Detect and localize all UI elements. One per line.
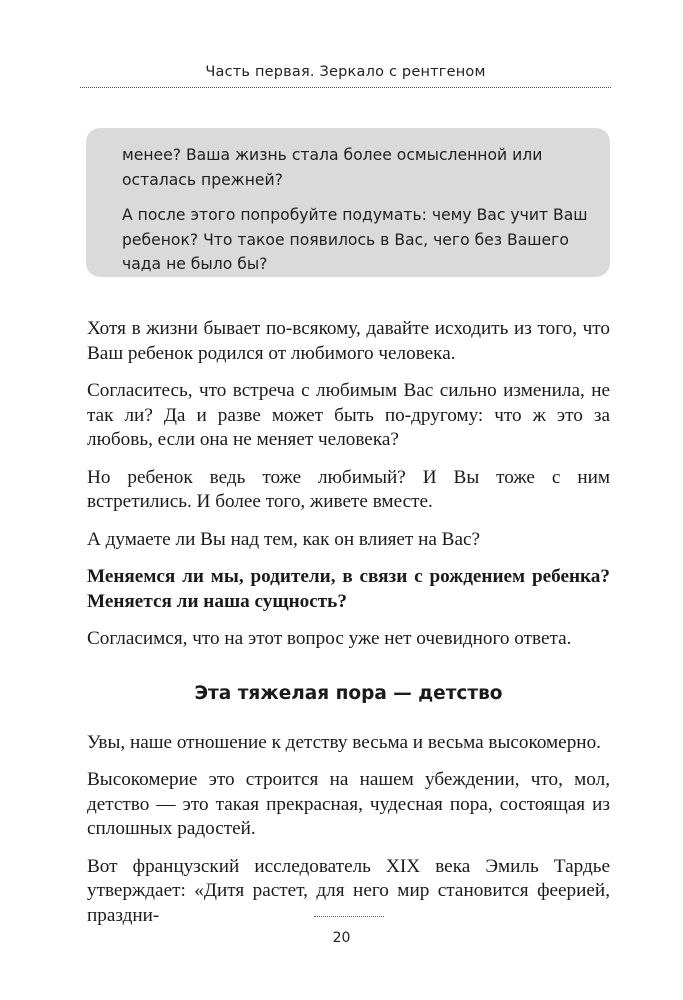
body-paragraph: Хотя в жизни бывает по-всякому, давайте исходить из того, что Ваш ребенок родился от любимого человека.: [87, 318, 610, 364]
body-paragraph: Высокомерие это строится на нашем убеждении, что, мол, детство — это такая прекрасная, чудесная пора, состоящая из сплошных радостей.: [87, 769, 610, 839]
page-number: 20: [332, 930, 351, 946]
callout-paragraph: менее? Ваша жизнь стала более осмысленной или осталась прежней?: [122, 146, 543, 189]
body-paragraph: Увы, наше отношение к детству весьма и весьма высокомерно.: [87, 731, 601, 753]
body-text: [87, 317, 610, 941]
body-paragraph: Вот французский исследователь XIX века Эмиль Тардье утверждает: «Дитя растет, для него мир становится феерией, праздни-: [87, 855, 610, 926]
footer-dotted-rule: [314, 916, 384, 917]
callout-paragraph: А после этого попробуйте подумать: чему Вас учит Ваш ребенок? Что такое появилось в Вас, чего без Вашего чада не было бы?: [122, 206, 588, 273]
section-heading: Эта тяжелая пора — детство: [194, 682, 503, 704]
running-head: Часть первая. Зеркало с рентгеном: [205, 64, 486, 80]
callout-box: [86, 128, 610, 277]
bold-question-paragraph: Меняемся ли мы, родители, в связи с рождением ребенка? Меняется ли наша сущность?: [87, 566, 610, 612]
body-paragraph: Согласимся, что на этот вопрос уже нет очевидного ответа.: [87, 628, 572, 649]
header-dotted-rule: [80, 87, 611, 88]
body-paragraph: А думаете ли Вы над тем, как он влияет на Вас?: [87, 528, 481, 550]
body-paragraph: Но ребенок ведь тоже любимый? И Вы тоже с ним встретились. И более того, живете вместе.: [87, 466, 610, 512]
body-paragraph: Согласитесь, что встреча с любимым Вас сильно изменила, не так ли? Да и разве может быть по-другому: что ж это за любовь, если она не меняет человека?: [87, 380, 610, 450]
